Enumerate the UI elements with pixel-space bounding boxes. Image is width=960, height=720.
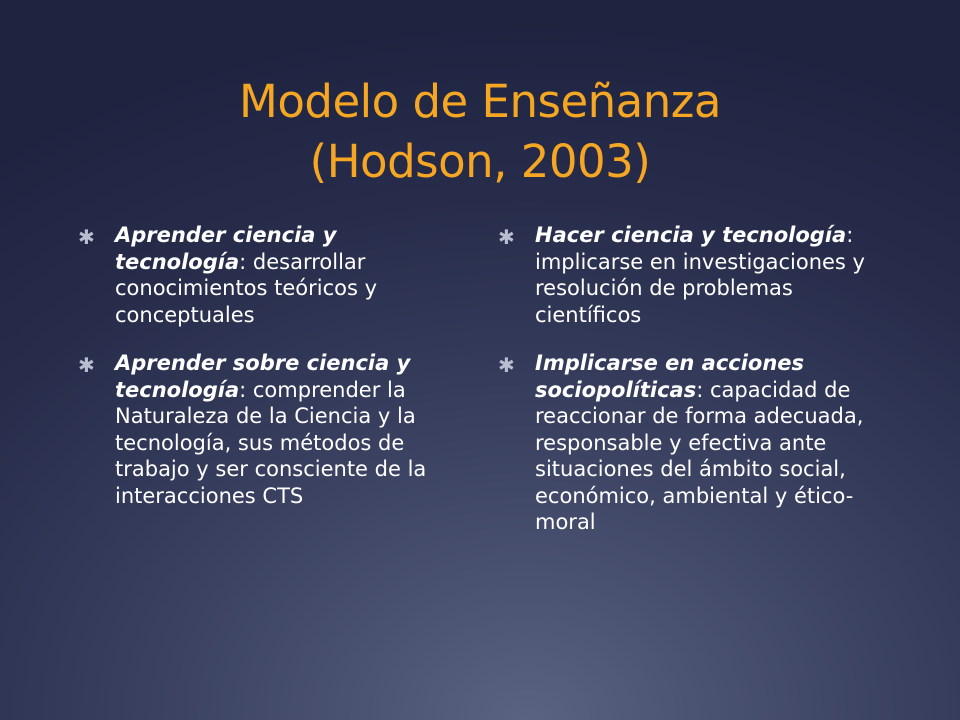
item-description: : implicarse en investigaciones y resolución de problemas científicos bbox=[535, 223, 865, 327]
left-column bbox=[78, 222, 448, 531]
list-item bbox=[78, 222, 448, 328]
list-item bbox=[498, 350, 868, 536]
slide-title-line-1: Modelo de Enseñanza bbox=[239, 75, 721, 128]
asterisk-icon: ✱ bbox=[498, 353, 515, 377]
item-term: Implicarse en acciones sociopolíticas bbox=[535, 351, 805, 402]
asterisk-icon: ✱ bbox=[78, 353, 95, 377]
item-description: : desarrollar conocimientos teóricos y conceptuales bbox=[115, 249, 378, 327]
asterisk-icon: ✱ bbox=[498, 225, 515, 249]
asterisk-icon: ✱ bbox=[78, 225, 95, 249]
item-term: Aprender ciencia y tecnología bbox=[115, 223, 337, 274]
item-term: Aprender sobre ciencia y tecnología bbox=[115, 351, 411, 402]
item-description: : comprender la Naturaleza de la Ciencia y la tecnología, sus métodos de trabajo y ser consciente de la interacciones CTS bbox=[115, 377, 427, 508]
item-description: : capacidad de reaccionar de forma adecuada, responsable y efectiva ante situaciones del ámbito social, económico, ambiental y ético-moral bbox=[535, 377, 864, 534]
slide-title-line-2: (Hodson, 2003) bbox=[309, 135, 651, 188]
slide-title bbox=[0, 72, 960, 192]
list-item bbox=[498, 222, 868, 328]
item-term: Hacer ciencia y tecnología bbox=[535, 223, 847, 247]
right-column bbox=[498, 222, 868, 558]
list-item bbox=[78, 350, 448, 509]
